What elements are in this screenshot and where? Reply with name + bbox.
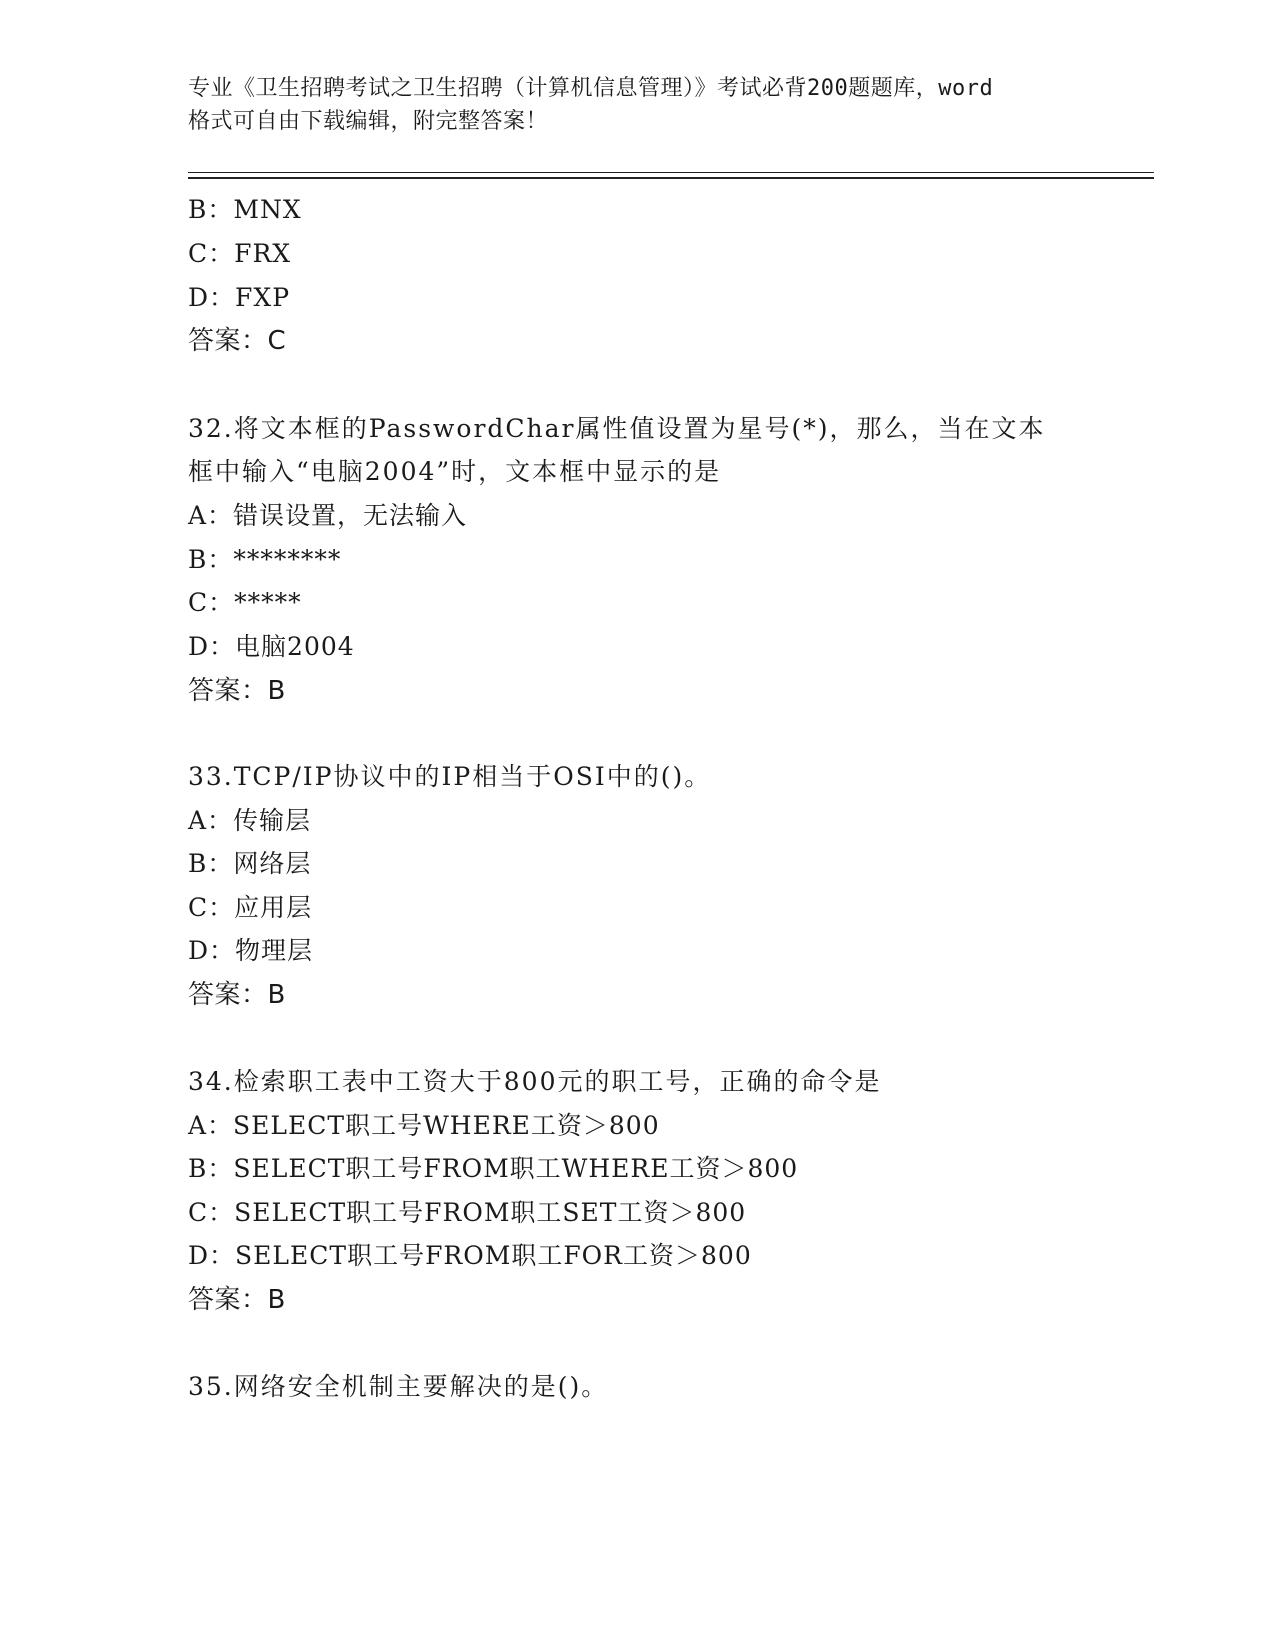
q34-option-a: A：SELECT职工号WHERE工资＞800	[188, 1111, 660, 1140]
q33-answer: 答案：B	[188, 980, 286, 1010]
header-divider-thin	[188, 172, 1154, 173]
q33-option-c: C：应用层	[188, 893, 313, 922]
q34-option-d: D：SELECT职工号FROM职工FOR工资＞800	[188, 1241, 752, 1270]
q32-option-d: D：电脑2004	[188, 632, 355, 661]
q32-text-line-2: 框中输入“电脑2004”时，文本框中显示的是	[188, 457, 722, 486]
q34-option-b: B：SELECT职工号FROM职工WHERE工资＞800	[188, 1154, 799, 1183]
q35-text: 35.网络安全机制主要解决的是()。	[188, 1372, 609, 1401]
header-line-1: 专业《卫生招聘考试之卫生招聘（计算机信息管理）》考试必背200题题库，word	[188, 76, 994, 101]
document-header	[188, 72, 1088, 138]
q33-option-a: A：传输层	[188, 806, 312, 835]
q32-answer: 答案：B	[188, 676, 286, 706]
prev-option-b: B：MNX	[188, 195, 302, 224]
q33-text: 33.TCP/IP协议中的IP相当于OSI中的()。	[188, 762, 712, 791]
prev-option-c: C：FRX	[188, 239, 292, 268]
q34-text: 34.检索职工表中工资大于800元的职工号，正确的命令是	[188, 1067, 882, 1096]
q32-option-a: A：错误设置，无法输入	[188, 501, 468, 530]
prev-option-d: D：FXP	[188, 283, 291, 312]
prev-answer: 答案：C	[188, 326, 287, 356]
q33-option-d: D：物理层	[188, 936, 314, 965]
header-line-2: 格式可自由下载编辑，附完整答案！	[188, 109, 549, 134]
q33-option-b: B：网络层	[188, 849, 312, 878]
q32-text-line-1: 32.将文本框的PasswordChar属性值设置为星号(*)，那么，当在文本	[188, 414, 1046, 443]
q32-option-b: B：********	[188, 545, 342, 574]
q34-answer: 答案：B	[188, 1285, 286, 1315]
header-divider-thick	[188, 177, 1154, 179]
q34-option-c: C：SELECT职工号FROM职工SET工资＞800	[188, 1198, 747, 1227]
q32-option-c: C：*****	[188, 588, 302, 617]
